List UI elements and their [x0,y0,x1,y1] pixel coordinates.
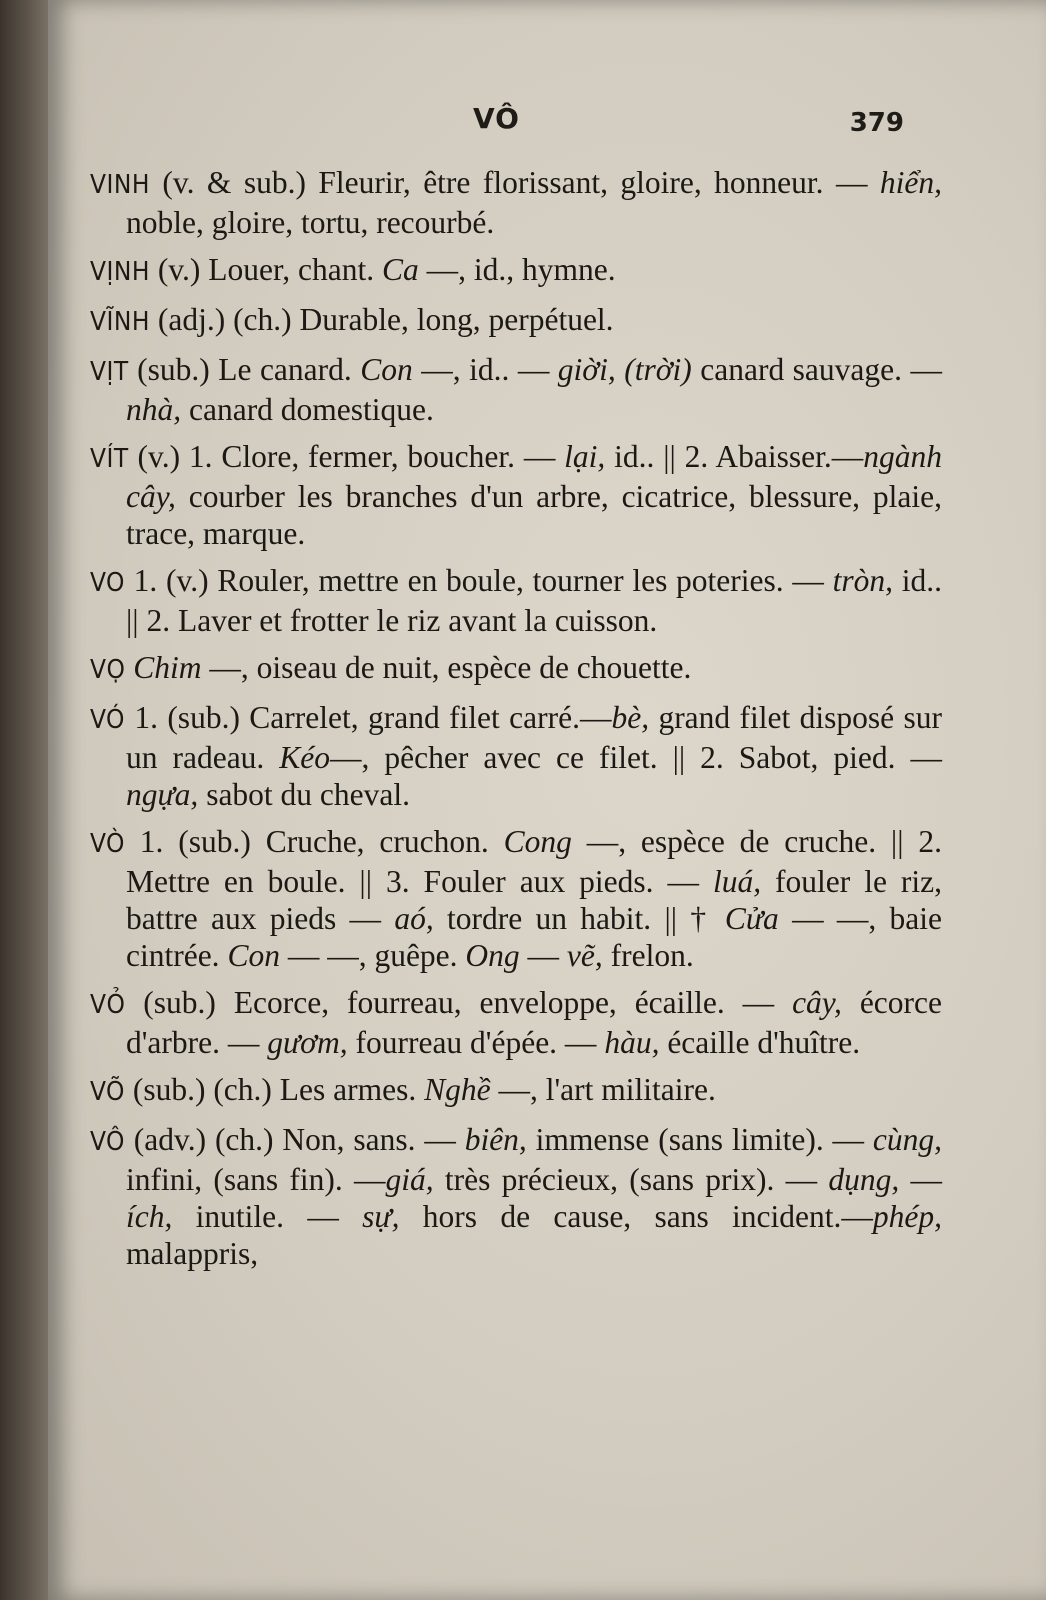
definition-text: (sub.) Le canard. [128,352,361,387]
vietnamese-term: cây, [792,985,842,1020]
vietnamese-term: lại, [564,439,606,474]
entry-headword: VINH [90,170,150,200]
definition-text: fourreau d'épée. — [347,1025,605,1060]
definition-text: — [519,938,567,973]
vietnamese-term: giá, [385,1162,434,1197]
definition-text: —, espèce de cruche. || 2. Mettre en boule. || 3. Fouler aux pieds. — [126,824,942,899]
dictionary-entry [90,823,942,974]
definition-text: courber les branches d'un arbre, cicatrice, blessure, plaie, trace, marque. [126,479,942,551]
definition-text: canard sauvage. — [691,352,942,387]
definition-text: inutile. — [172,1199,363,1234]
vietnamese-term: aó, [394,901,434,936]
definition-text: noble, gloire, tortu, recourbé. [126,205,495,240]
dictionary-entry [90,984,942,1061]
vietnamese-term: cùng, [872,1122,943,1157]
vietnamese-term: Chim [133,650,202,685]
dictionary-entry [90,164,942,241]
vietnamese-term: giời, (trời) [557,352,692,387]
definition-text: 1. (sub.) Carrelet, grand filet carré.— [124,700,612,735]
definition-text: fouler le riz, battre aux pieds — [126,864,942,936]
definition-text: immense (sans limite). — [526,1122,873,1157]
definition-text: malappris, [126,1236,259,1271]
definition-text: hors de cause, sans incident.— [399,1199,873,1234]
vietnamese-term: Cong [503,824,572,859]
vietnamese-term: Kéo [279,740,331,775]
definition-text: écorce d'arbre. — [126,985,942,1060]
definition-text: id.. || 2. Abaisser.— [605,439,864,474]
vietnamese-term: Con [227,938,280,973]
vietnamese-term: hiển, [879,165,942,200]
page-header [48,102,1046,142]
definition-text: (adv.) (ch.) Non, sans. — [124,1122,465,1157]
vietnamese-term: Ong [465,938,520,973]
definition-text: id.. || 2. Laver et frotter le riz avant la cuisson. [126,563,942,638]
definition-text: 1. (v.) Rouler, mettre en boule, tourner les poteries. — [124,563,833,598]
vietnamese-term: biên, [464,1122,527,1157]
definition-text: —, pêcher avec ce filet. || 2. Sabot, pied. — [330,740,942,775]
definition-text: infini, (sans fin). — [126,1162,386,1197]
dictionary-page [48,0,1046,1600]
definition-text: — [899,1162,943,1197]
entry-headword: VỊNH [90,257,150,287]
definition-text: —, oiseau de nuit, espèce de chouette. [201,650,692,685]
entry-headword: VÍT [90,444,129,474]
vietnamese-term: gươm, [267,1025,348,1060]
entry-headword: VÕ [90,1077,125,1107]
vietnamese-term: tròn, [832,563,893,598]
dictionary-entry [90,301,942,341]
definition-text: —, l'art militaire. [490,1072,716,1107]
vietnamese-term: vẽ, [566,938,603,973]
running-head: VÔ [473,102,520,135]
entry-headword: VÒ [90,829,125,859]
dictionary-entry [90,251,942,291]
definition-text: —, id.. — [412,352,558,387]
vietnamese-term: Cửa [724,901,779,936]
vietnamese-term: ích, [126,1199,173,1234]
definition-text: (sub.) (ch.) Les armes. [124,1072,425,1107]
dictionary-entry [90,351,942,428]
dictionary-entry [90,438,942,552]
definition-text: frelon. [602,938,694,973]
entry-headword: VĨNH [90,307,150,337]
dictionary-entries [90,164,942,1282]
vietnamese-term: Con [360,352,413,387]
entry-headword: VỎ [90,990,126,1020]
definition-text: (v.) Louer, chant. [149,252,382,287]
vietnamese-term: ngựa, [126,777,199,812]
definition-text: —, id., hymne. [418,252,616,287]
definition-text: très précieux, (sans prix). — [433,1162,829,1197]
vietnamese-term: bè, [611,700,650,735]
vietnamese-term: Nghề [424,1072,491,1107]
vietnamese-term: Ca [381,252,419,287]
definition-text: grand filet disposé sur un radeau. [126,700,942,775]
dictionary-entry [90,699,942,813]
definition-text: (v. & sub.) Fleurir, être florissant, gloire, honneur. — [149,165,880,200]
dictionary-entry [90,1071,942,1111]
vietnamese-term: dụng, [828,1162,900,1197]
definition-text: sabot du cheval. [198,777,410,812]
vietnamese-term: phép, [872,1199,942,1234]
vietnamese-term: sự, [362,1199,400,1234]
page-number: 379 [849,108,904,138]
entry-headword: VỌ [90,655,126,685]
definition-text: (sub.) Ecorce, fourreau, enveloppe, écaille. — [125,985,793,1020]
entry-headword: VÔ [90,1127,125,1157]
definition-text: canard domestique. [181,392,434,427]
vietnamese-term: hàu, [604,1025,660,1060]
dictionary-entry [90,649,942,689]
definition-text: (adj.) (ch.) Durable, long, perpétuel. [149,302,614,337]
vietnamese-term: ngành cây, [126,439,942,514]
definition-text: (v.) 1. Clore, fermer, boucher. — [128,439,565,474]
vietnamese-term: nhà, [126,392,182,427]
entry-headword: VO [90,568,125,598]
dictionary-entry [90,562,942,639]
definition-text: — —, guêpe. [279,938,466,973]
entry-headword: VÓ [90,705,125,735]
definition-text: — —, baie cintrée. [126,901,942,973]
definition-text: écaille d'huître. [659,1025,861,1060]
dictionary-entry [90,1121,942,1272]
definition-text: tordre un habit. || † [433,901,725,936]
definition-text: 1. (sub.) Cruche, cruchon. [124,824,504,859]
entry-headword: VỊT [90,357,129,387]
vietnamese-term: luá, [712,864,762,899]
